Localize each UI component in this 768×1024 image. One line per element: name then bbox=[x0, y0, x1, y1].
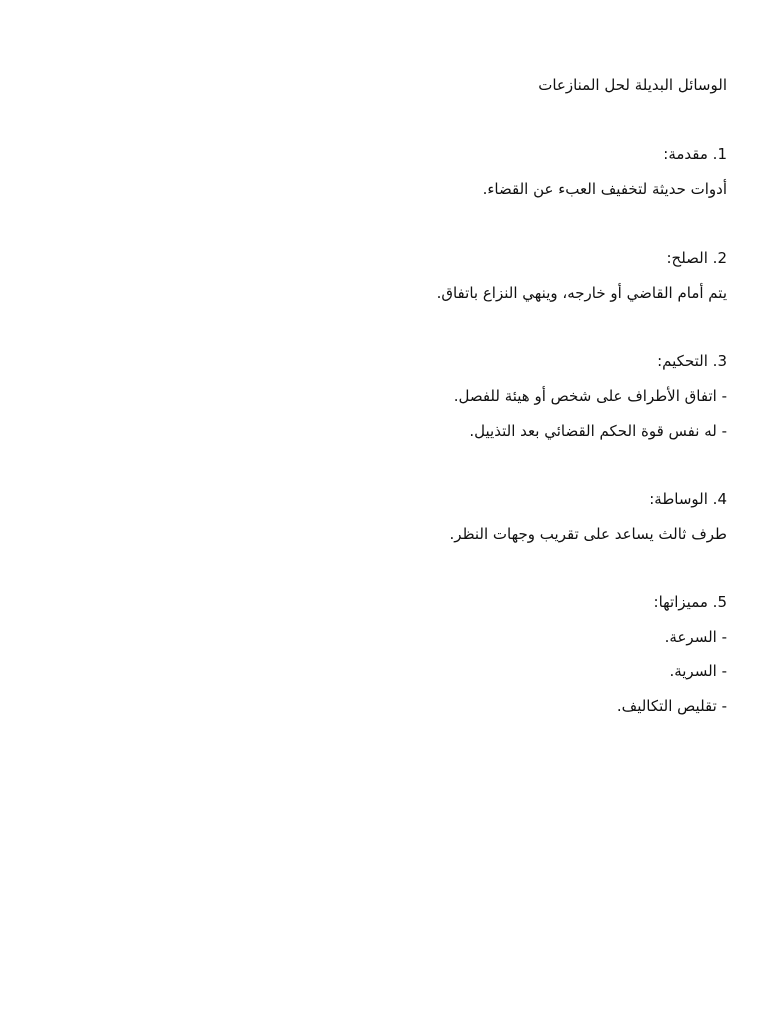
document-title: الوسائل البديلة لحل المنازعات bbox=[538, 76, 727, 94]
section-text-introduction: أدوات حديثة لتخفيف العبء عن القضاء. bbox=[482, 180, 727, 198]
section-heading-mediation: 4. الوساطة: bbox=[649, 490, 727, 508]
section-text-arbitration-1: - اتفاق الأطراف على شخص أو هيئة للفصل. bbox=[453, 387, 727, 405]
section-text-advantage-speed: - السرعة. bbox=[664, 628, 727, 646]
section-text-advantage-costs: - تقليص التكاليف. bbox=[616, 697, 727, 715]
section-heading-conciliation: 2. الصلح: bbox=[666, 249, 727, 267]
section-text-conciliation: يتم أمام القاضي أو خارجه، وينهي النزاع باتفاق. bbox=[436, 284, 727, 302]
section-text-arbitration-2: - له نفس قوة الحكم القضائي بعد التذييل. bbox=[469, 422, 727, 440]
section-text-mediation: طرف ثالث يساعد على تقريب وجهات النظر. bbox=[449, 525, 727, 543]
section-heading-advantages: 5. مميزاتها: bbox=[653, 593, 727, 611]
section-text-advantage-confidentiality: - السرية. bbox=[669, 662, 727, 680]
section-heading-introduction: 1. مقدمة: bbox=[663, 145, 727, 163]
section-heading-arbitration: 3. التحكيم: bbox=[657, 352, 727, 370]
